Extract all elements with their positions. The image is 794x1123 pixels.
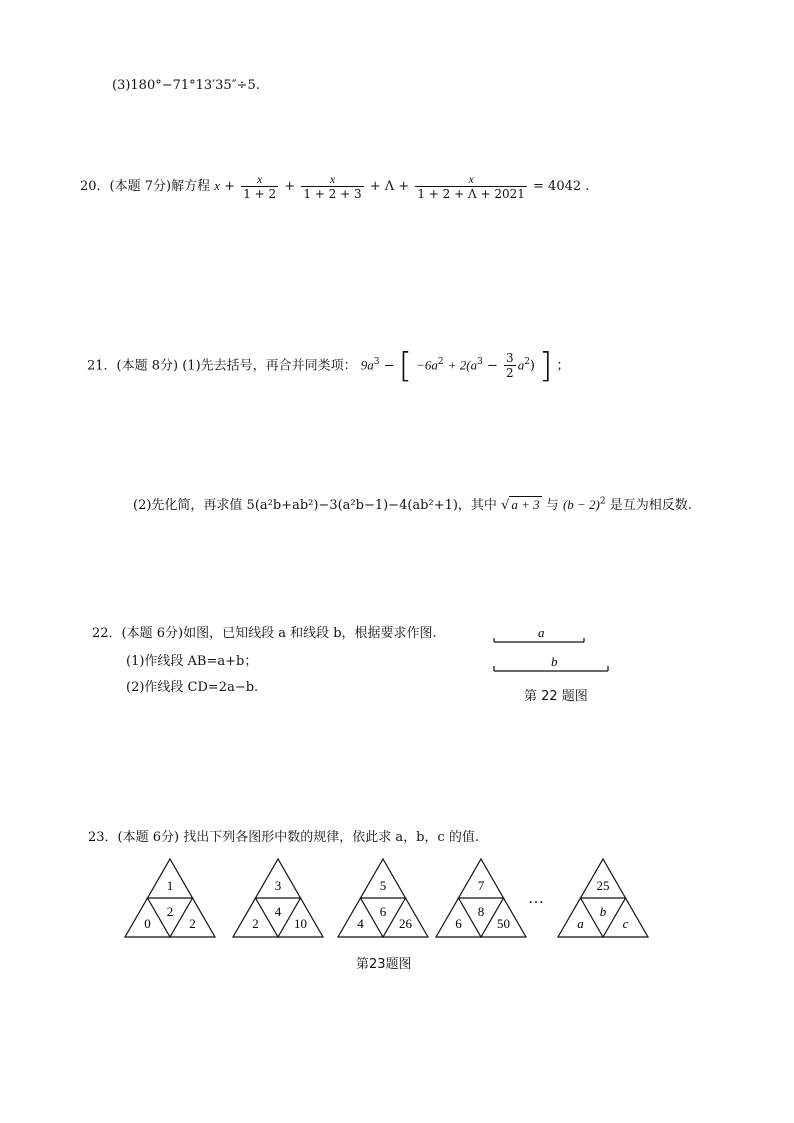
q21-semicolon: ； <box>556 358 570 374</box>
triangle-left-value: 4 <box>357 916 364 931</box>
q20-plus-2: + <box>284 179 296 194</box>
triangle-right-value: 50 <box>497 916 510 931</box>
triangle-right-value: 2 <box>189 916 196 931</box>
q20-lambda-term: + Λ + <box>369 179 410 194</box>
triangle-middle-value: 4 <box>274 904 282 919</box>
q20-fraction-2-denominator: 1 + 2 + 3 <box>303 187 362 201</box>
triangle-right-value: 26 <box>399 916 412 931</box>
q21-term-9a: 9a <box>360 357 374 373</box>
triangle-middle-value: 6 <box>379 904 387 919</box>
q21-part2-suffix: 是互为相反数. <box>609 498 692 513</box>
q20-fraction-1 <box>241 172 278 201</box>
q21-minus: − <box>383 358 395 374</box>
q21-fraction <box>504 351 516 380</box>
q23-label: 23．(本题 6分) 找出下列各图形中数的规律，依此求 a，b，c 的值. <box>88 830 479 845</box>
q21-close-paren: ) <box>529 358 535 374</box>
q21-fraction-numerator: 3 <box>506 351 514 366</box>
q23-caption: 第23题图 <box>356 957 412 972</box>
q21-sqrt-radicand: a + 3 <box>511 497 540 512</box>
q21-part2-with: 与 <box>545 498 559 513</box>
triangle-left-value: 2 <box>252 916 259 931</box>
triangle-top-value: 1 <box>166 878 174 893</box>
sqrt-icon: √ <box>501 498 510 513</box>
q23-ellipsis: … <box>528 890 544 907</box>
triangle-left-value: 6 <box>455 916 462 931</box>
q20-fraction-1-numerator: x <box>257 172 263 186</box>
q20 <box>80 172 589 201</box>
q20-fraction-2 <box>301 172 363 201</box>
q21-label: 21．(本题 8分) (1)先去括号，再合并同类项： <box>87 358 357 374</box>
q20-plus-1: + <box>224 179 236 194</box>
triangle-right-value: c <box>622 916 629 931</box>
q22-figure <box>488 620 618 680</box>
q21-left-bracket: [ <box>398 345 412 386</box>
q21-part1: 21．(本题 8分) (1)先去括号，再合并同类项： $9a^3$ − [ $-6a^2 + 2(a^3$ − $\frac{3}{2}$ $a^2$) ] ； <box>87 345 570 386</box>
triangle-4 <box>436 859 526 937</box>
triangle-top-value: 3 <box>274 878 282 893</box>
triangle-2 <box>233 859 323 937</box>
q21-part2: (2)先化简，再求值 5(a²b+ab²)−3(a²b−1)−4(ab²+1)，其中 √ a + 3 与 $(b - 2)^2$ 是互为相反数. <box>133 496 692 513</box>
segment-a-label: a <box>538 625 545 640</box>
triangle-right-value: 10 <box>294 916 307 931</box>
q22-label: 22．(本题 6分)如图，已知线段 a 和线段 b，根据要求作图. <box>92 626 437 641</box>
triangle-group <box>125 859 648 937</box>
triangle-5 <box>558 859 648 937</box>
q20-fraction-3-denominator: 1 + 2 + Λ + 2021 <box>417 187 525 201</box>
triangle-1 <box>125 859 215 937</box>
q20-fraction-3 <box>415 172 527 201</box>
q22-part1: (1)作线段 AB=a+b； <box>126 654 258 669</box>
triangle-left-value: 0 <box>144 916 151 931</box>
q22-caption: 第 22 题图 <box>524 689 588 704</box>
q19-part3: (3)180°−71°13′35″÷5. <box>112 78 260 93</box>
q21-part2-paren: (b − 2) <box>562 497 600 512</box>
q20-label: 20．(本题 7分)解方程 <box>80 179 211 194</box>
q20-fraction-3-numerator: x <box>468 172 474 186</box>
triangle-top-value: 7 <box>477 878 485 893</box>
q20-fraction-1-denominator: 1 + 2 <box>243 187 277 201</box>
triangle-middle-value: 8 <box>477 904 485 919</box>
q21-part2-prefix: (2)先化简，再求值 5(a²b+ab²)−3(a²b−1)−4(ab²+1)，其中 <box>133 498 497 513</box>
q20-rhs: = 4042 . <box>533 179 590 194</box>
triangle-3 <box>338 859 428 937</box>
q23-figure <box>0 855 794 945</box>
triangle-middle-value: 2 <box>166 904 174 919</box>
q21-term-6a: −6a <box>416 357 438 373</box>
q21-term-a: a <box>517 357 525 373</box>
q21-term-2a: + 2(a <box>447 357 478 373</box>
q20-x: x <box>214 178 221 193</box>
triangle-top-value: 25 <box>596 878 610 893</box>
q22-part2: (2)作线段 CD=2a−b. <box>126 680 259 695</box>
triangle-top-value: 5 <box>379 878 387 893</box>
triangle-middle-value: b <box>599 904 607 919</box>
q21-right-bracket: ] <box>539 345 553 386</box>
q21-fraction-denominator: 2 <box>506 366 514 381</box>
segment-b-label: b <box>551 654 558 669</box>
triangle-left-value: a <box>577 916 584 931</box>
q21-minus-2: − <box>487 358 498 374</box>
q20-fraction-2-numerator: x <box>329 172 336 186</box>
